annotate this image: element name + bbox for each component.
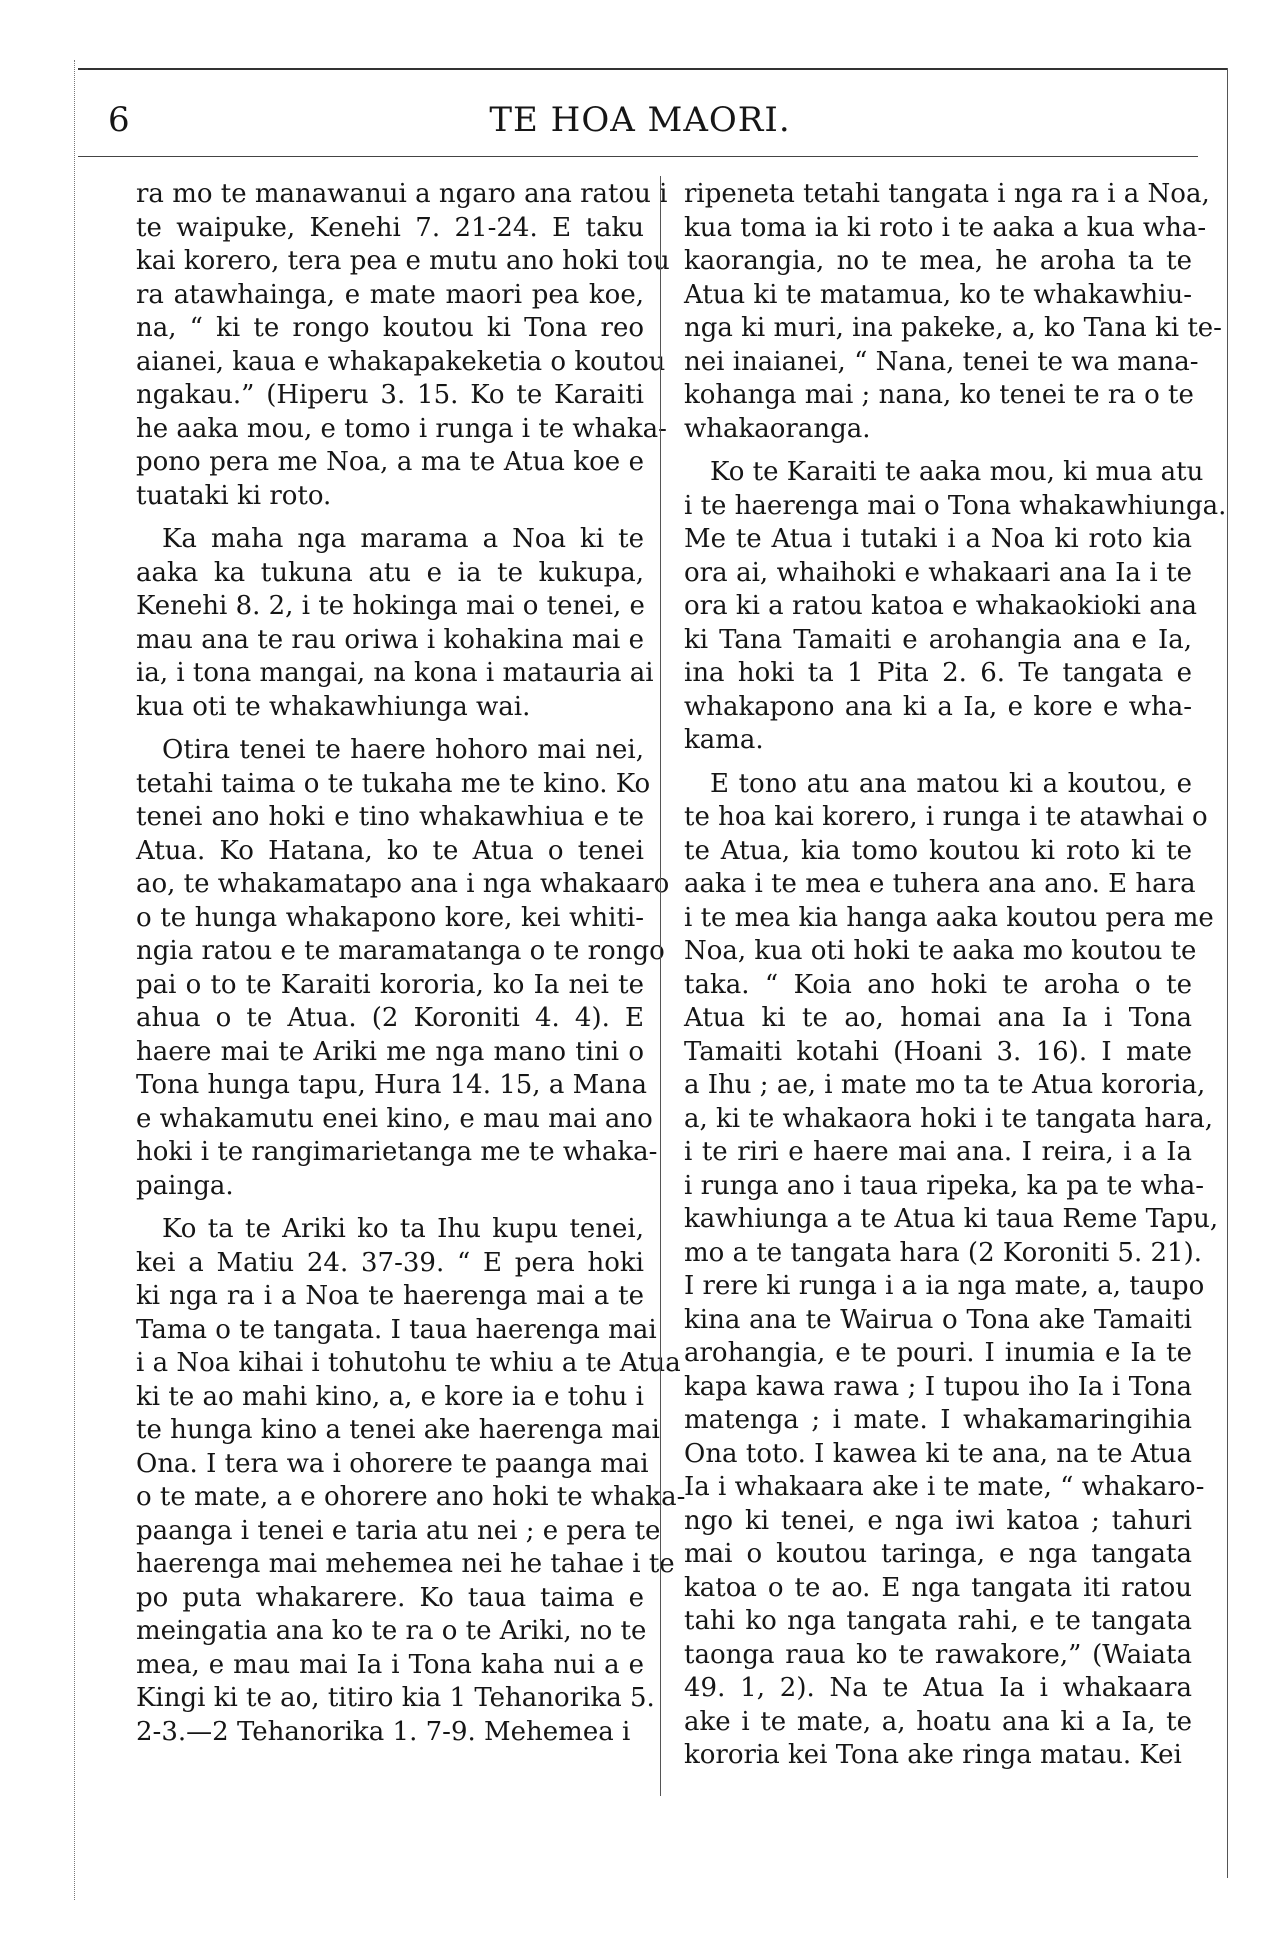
text-line: ora ki a ratou katoa e whakaokioki ana xyxy=(684,591,1197,621)
text-line: o te hunga whakapono kore, kei whiti- xyxy=(136,902,644,933)
text-line: Ko te Karaiti te aaka mou, ki mua atu xyxy=(710,457,1204,487)
text-line: haere mai te Ariki me nga mano tini o xyxy=(136,1036,644,1067)
text-line: tuataki ki roto. xyxy=(136,480,332,511)
text-line: 49. 1, 2). Na te Atua Ia i whakaara xyxy=(684,1673,1192,1703)
text-line: i te haerenga mai o Tona whakawhiunga. xyxy=(684,490,1227,521)
right-column xyxy=(684,178,1227,1783)
text-line: ngo ki tenei, e nga iwi katoa ; tahuri xyxy=(684,1505,1192,1536)
text-line: ra mo te manawanui a ngaro ana ratou i xyxy=(136,179,668,209)
text-line: ao, te whakamatapo ana i nga whakaaro xyxy=(136,869,670,899)
text-line: tetahi taima o te tukaha me te kino. Ko xyxy=(136,768,651,799)
text-line: ki nga ra i a Noa te haerenga mai a te xyxy=(136,1281,644,1311)
text-line: a, ki te whakaora hoki i te tangata hara, xyxy=(684,1103,1213,1134)
text-line: ki te ao mahi kino, a, e kore ia e tohu i xyxy=(136,1381,644,1412)
text-line: kua toma ia ki roto i te aaka a kua wha- xyxy=(684,212,1207,243)
text-line: arohangia, e te pouri. I inumia e Ia te xyxy=(684,1338,1192,1368)
text-line: aaka ka tukuna atu e ia te kukupa, xyxy=(136,557,644,588)
text-line: Ka maha nga marama a Noa ki te xyxy=(162,524,644,554)
text-line: mea, e mau mai Ia i Tona kaha nui a e xyxy=(136,1649,644,1680)
text-line: ahua o te Atua. (2 Koroniti 4. 4). E xyxy=(136,1003,644,1033)
text-line: Ko ta te Ariki ko ta Ihu kupu tenei, xyxy=(162,1214,644,1244)
text-line: Me te Atua i tutaki i a Noa ki roto kia xyxy=(684,524,1192,554)
text-line: kai korero, tera pea e mutu ano hoki tou xyxy=(136,246,670,276)
text-line: Atua ki te ao, homai ana Ia i Tona xyxy=(684,1003,1192,1033)
text-line: te hunga kino a tenei ake haerenga mai xyxy=(136,1415,660,1445)
text-line: tenei ano hoki e tino whakawhiua e te xyxy=(136,802,644,832)
text-line: mai o koutou taringa, e nga tangata xyxy=(684,1539,1192,1569)
paragraph xyxy=(136,523,654,724)
text-line: pono pera me Noa, a ma te Atua koe e xyxy=(136,447,644,477)
text-line: i te riri e haere mai ana. I reira, i a Ia xyxy=(684,1137,1192,1167)
text-line: kei a Matiu 24. 37-39. “ E pera hoki xyxy=(136,1247,644,1278)
text-line: ngia ratou e te maramatanga o te rongo xyxy=(136,936,665,966)
text-line: Ona. I tera wa i ohorere te paanga mai xyxy=(136,1448,649,1479)
text-line: whakapono ana ki a Ia, e kore e wha- xyxy=(684,691,1192,722)
text-line: mo a te tangata hara (2 Koroniti 5. 21). xyxy=(684,1237,1202,1268)
paragraph xyxy=(136,178,670,513)
paragraph xyxy=(684,768,1219,1773)
page-right-border xyxy=(1227,68,1228,1878)
text-line: Otira tenei te haere hohoro mai nei, xyxy=(162,735,644,765)
text-line: a Ihu ; ae, i mate mo ta te Atua kororia, xyxy=(684,1070,1206,1100)
paragraph xyxy=(136,1213,686,1749)
text-line: Ona toto. I kawea ki te ana, na te Atua xyxy=(684,1438,1192,1469)
text-line: kama. xyxy=(684,725,764,755)
text-line: aaka i te mea e tuhera ana ano. E hara xyxy=(684,869,1196,899)
text-line: tahi ko nga tangata rahi, e te tangata xyxy=(684,1606,1192,1636)
text-line: matenga ; i mate. I whakamaringihia xyxy=(684,1405,1192,1435)
text-line: hoki i te rangimarietanga me te whaka- xyxy=(136,1137,658,1167)
text-line: e whakamutu enei kino, e mau mai ano xyxy=(136,1103,653,1134)
text-line: nga ki muri, ina pakeke, a, ko Tana ki te- xyxy=(684,313,1222,343)
text-line: Ia i whakaara ake i te mate, “ whakaro- xyxy=(684,1472,1205,1502)
text-line: paanga i tenei e taria atu nei ; e pera te xyxy=(136,1515,661,1546)
text-line: Tama o te tangata. I taua haerenga mai xyxy=(136,1314,657,1345)
text-line: o te mate, a e ohorere ano hoki te whaka- xyxy=(136,1482,686,1512)
text-line: ra atawhainga, e mate maori pea koe, xyxy=(136,279,644,310)
page-top-rule xyxy=(78,68,1228,70)
text-line: 2-3.—2 Tehanorika 1. 7-9. Mehemea i xyxy=(136,1716,631,1747)
text-line: ia, i tona mangai, na kona i matauria ai xyxy=(136,658,654,688)
page-left-border xyxy=(74,60,75,1900)
text-line: kohanga mai ; nana, ko tenei te ra o te xyxy=(684,380,1194,410)
text-line: aianei, kaua e whakapakeketia o koutou xyxy=(136,346,666,377)
running-title: TE HOA MAORI. xyxy=(489,100,791,140)
text-line: te Atua, kia tomo koutou ki roto ki te xyxy=(684,835,1192,866)
text-line: kaorangia, no te mea, he aroha ta te xyxy=(684,246,1192,276)
text-line: taonga raua ko te rawakore,” (Waiata xyxy=(684,1639,1192,1670)
text-line: te waipuke, Kenehi 7. 21-24. E taku xyxy=(136,212,644,243)
text-line: kororia kei Tona ake ringa matau. Kei xyxy=(684,1740,1182,1770)
text-line: ina hoki ta 1 Pita 2. 6. Te tangata e xyxy=(684,658,1192,688)
text-line: Tamaiti kotahi (Hoani 3. 16). I mate xyxy=(684,1036,1192,1067)
text-line: Noa, kua oti hoki te aaka mo koutou te xyxy=(684,936,1197,966)
text-line: whakaoranga. xyxy=(684,413,871,444)
text-line: E tono atu ana matou ki a koutou, e xyxy=(710,768,1192,799)
text-line: ripeneta tetahi tangata i nga ra i a Noa, xyxy=(684,179,1210,209)
text-line: kapa kawa rawa ; I tupou iho Ia i Tona xyxy=(684,1371,1192,1402)
column-divider xyxy=(660,176,661,1796)
text-line: i te mea kia hanga aaka koutou pera me xyxy=(684,902,1214,933)
paragraph xyxy=(136,734,670,1203)
text-line: i a Noa kihai i tohutohu te whiu a te Atua xyxy=(136,1348,681,1378)
text-line: pai o to te Karaiti kororia, ko Ia nei te xyxy=(136,969,644,1000)
text-line: painga. xyxy=(136,1170,234,1201)
text-line: meingatia ana ko te ra o te Ariki, no te xyxy=(136,1616,647,1646)
paragraph xyxy=(684,178,1222,446)
text-line: Atua. Ko Hatana, ko te Atua o tenei xyxy=(136,835,644,866)
text-line: kua oti te whakawhiunga wai. xyxy=(136,691,531,722)
text-line: Kingi ki te ao, titiro kia 1 Tehanorika 5. xyxy=(136,1683,655,1713)
text-line: te hoa kai korero, i runga i te atawhai o xyxy=(684,802,1208,832)
text-line: na, “ ki te rongo koutou ki Tona reo xyxy=(136,313,644,343)
text-line: kina ana te Wairua o Tona ake Tamaiti xyxy=(684,1304,1192,1335)
text-line: nei inaianei, “ Nana, tenei te wa mana- xyxy=(684,346,1199,377)
text-line: kawhiunga a te Atua ki taua Reme Tapu, xyxy=(684,1204,1219,1234)
text-line: Tona hunga tapu, Hura 14. 15, a Mana xyxy=(136,1070,647,1100)
paragraph xyxy=(684,456,1227,758)
text-line: he aaka mou, e tomo i runga i te whaka- xyxy=(136,413,667,444)
text-line: mau ana te rau oriwa i kohakina mai e xyxy=(136,624,644,655)
text-line: I rere ki runga i a ia nga mate, a, taupo xyxy=(684,1271,1205,1301)
text-line: i runga ano i taua ripeka, ka pa te wha- xyxy=(684,1170,1204,1201)
text-line: ngakau.” (Hiperu 3. 15. Ko te Karaiti xyxy=(136,380,644,410)
text-line: haerenga mai mehemea nei he tahae i te xyxy=(136,1549,675,1579)
text-line: Kenehi 8. 2, i te hokinga mai o tenei, e xyxy=(136,591,645,621)
page-number: 6 xyxy=(108,100,130,140)
text-line: katoa o te ao. E nga tangata iti ratou xyxy=(684,1572,1192,1603)
text-line: ake i te mate, a, hoatu ana ki a Ia, te xyxy=(684,1706,1192,1737)
text-line: ora ai, whaihoki e whakaari ana Ia i te xyxy=(684,557,1192,588)
text-line: Atua ki te matamua, ko te whakawhiu- xyxy=(684,279,1192,310)
header-rule xyxy=(78,156,1198,157)
text-line: taka. “ Koia ano hoki te aroha o te xyxy=(684,969,1192,1000)
left-column xyxy=(136,178,686,1759)
text-line: po puta whakarere. Ko taua taima e xyxy=(136,1582,644,1613)
text-line: ki Tana Tamaiti e arohangia ana e Ia, xyxy=(684,624,1192,655)
